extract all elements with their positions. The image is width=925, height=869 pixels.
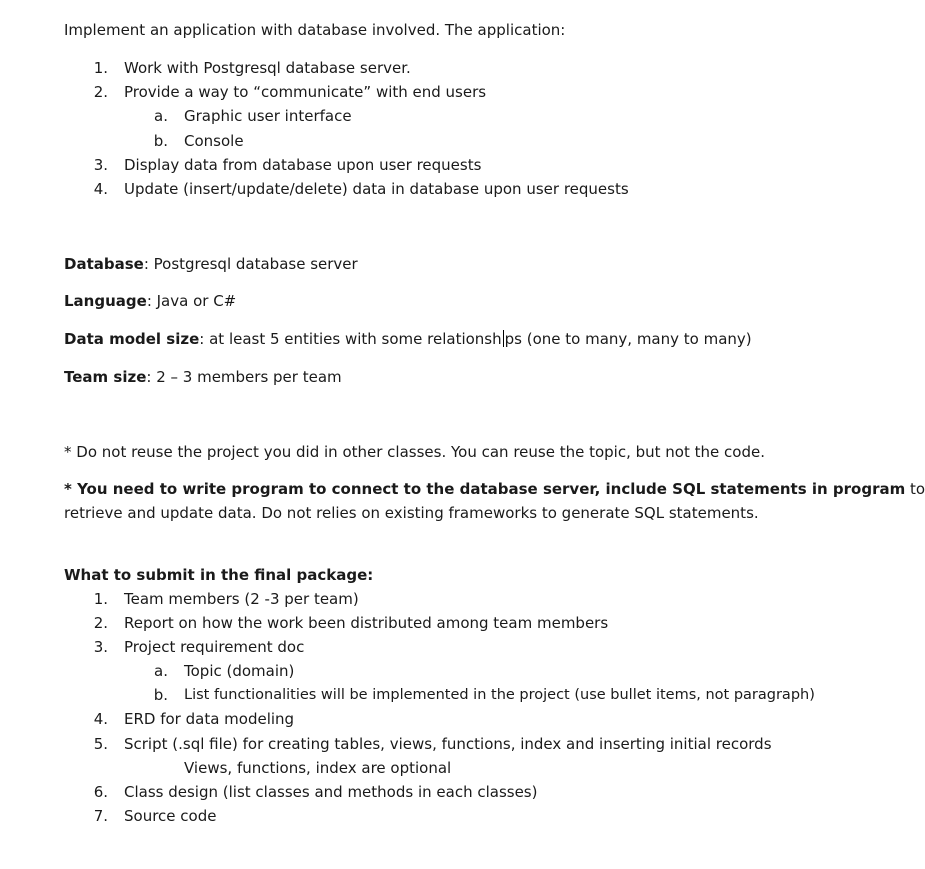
text-cursor <box>503 330 504 347</box>
submit-heading: What to submit in the final package: <box>64 566 374 584</box>
list-item: Source code <box>124 807 217 825</box>
list-item: ERD for data modeling <box>124 710 295 728</box>
list-number: 1. <box>93 590 108 608</box>
list-item: Work with Postgresql database server. <box>124 59 411 77</box>
note-reuse: * Do not reuse the project you did in other classes. You can reuse the topic, but not the code. <box>64 443 765 461</box>
intro-text: Implement an application with database involved. The application: <box>64 21 566 39</box>
list-number: 7. <box>93 807 108 825</box>
list-number: 3. <box>93 638 108 656</box>
sublist-letter: b. <box>153 686 168 704</box>
spec-value: : 2 – 3 members per team <box>146 368 342 386</box>
sublist-item: List functionalities will be implemented in the project (use bullet items, not paragraph) <box>184 687 815 703</box>
spec-value: : Java or C# <box>146 292 237 310</box>
sublist-letter: a. <box>154 107 168 125</box>
list-item: Update (insert/update/delete) data in database upon user requests <box>124 180 629 198</box>
spec-label: Team size <box>64 368 147 386</box>
note-rest: to <box>905 480 925 498</box>
list-number: 4. <box>93 710 108 728</box>
list-number: 2. <box>93 83 108 101</box>
note-bold: * You need to write program to connect to the database server, include SQL statements in program <box>64 480 906 498</box>
list-number: 3. <box>93 156 108 174</box>
list-item: Project requirement doc <box>124 638 305 656</box>
sublist-item: Graphic user interface <box>184 107 352 125</box>
spec-value: : Postgresql database server <box>143 255 358 273</box>
list-number: 4. <box>93 180 108 198</box>
list-number: 2. <box>93 614 108 632</box>
sublist-item: Topic (domain) <box>184 662 295 680</box>
list-item: Display data from database upon user requests <box>124 156 482 174</box>
spec-value: : at least 5 entities with some relationsh <box>199 330 502 348</box>
spec-label: Data model size <box>64 330 200 348</box>
note-sql-continued: retrieve and update data. Do not relies on existing frameworks to generate SQL statements. <box>64 504 759 522</box>
list-item: Team members (2 -3 per team) <box>124 590 359 608</box>
spec-label: Language <box>64 292 147 310</box>
list-item: Class design (list classes and methods in each classes) <box>124 783 538 801</box>
list-item: Provide a way to “communicate” with end users <box>124 83 487 101</box>
note-sql <box>64 480 925 498</box>
spec-data-model <box>64 330 752 348</box>
list-number: 6. <box>93 783 108 801</box>
list-number: 5. <box>93 735 108 753</box>
sublist-letter: a. <box>154 662 168 680</box>
spec-language <box>64 292 236 310</box>
sublist-item: Console <box>184 132 244 150</box>
list-item: Report on how the work been distributed among team members <box>124 614 609 632</box>
sublist-letter: b. <box>153 132 168 150</box>
script-note: Views, functions, index are optional <box>184 759 452 777</box>
spec-label: Database <box>64 255 144 273</box>
list-number: 1. <box>93 59 108 77</box>
list-item: Script (.sql file) for creating tables, views, functions, index and inserting initial records <box>124 735 772 753</box>
spec-value: ps (one to many, many to many) <box>504 330 752 348</box>
spec-database <box>64 255 358 273</box>
spec-team-size <box>64 368 342 386</box>
